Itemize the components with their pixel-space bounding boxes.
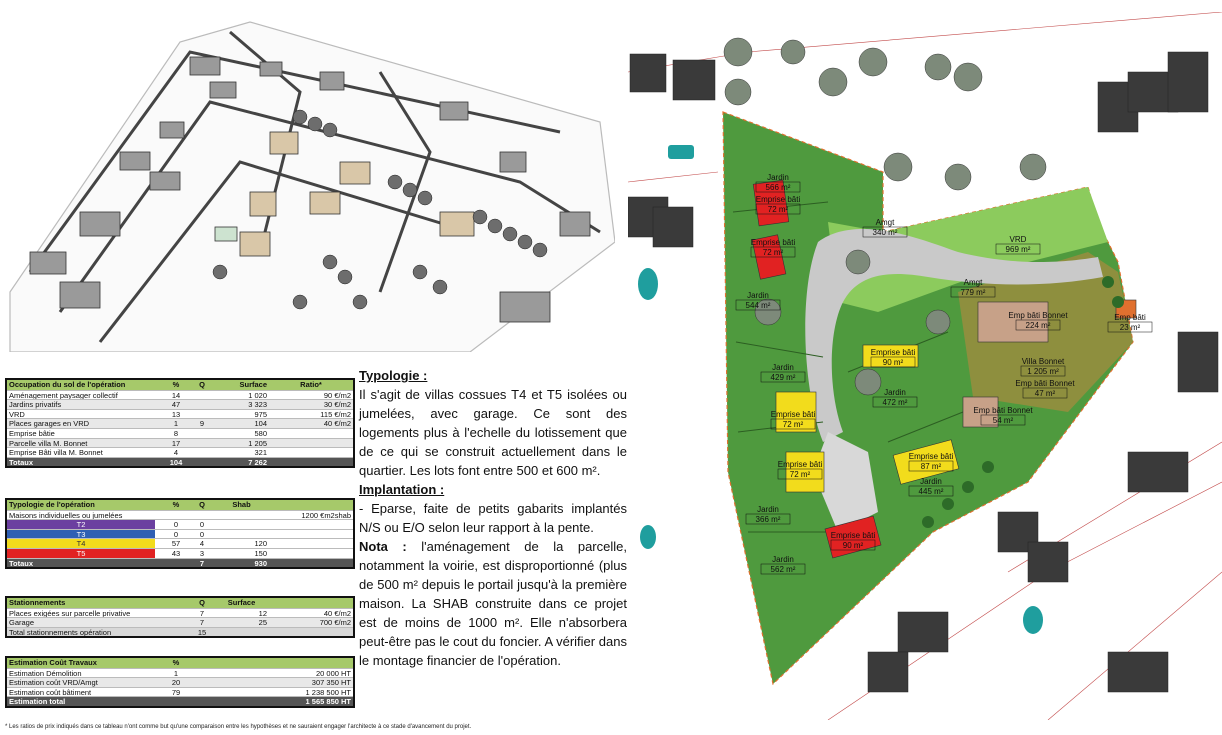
plan-label-text: 72 m² [767, 205, 789, 214]
footnote: * Les ratios de prix indiqués dans ce tableau n'ont comme but qu'une comparaison entre les hypothèses et ne sauraient engager l'architecte à ce stade d'avancement du projet. [5, 724, 472, 730]
plan-label-text: Emprise bâti [750, 238, 796, 247]
table-row: Estimation Démolition 1 20 000 HT [9, 668, 351, 678]
plan-label-text: Jardin [772, 363, 794, 372]
plan-label-text: Emprise bâti [870, 348, 916, 357]
plan-label-text: Emprise bâti [770, 410, 816, 419]
plan-label-text: 87 m² [920, 462, 942, 471]
plan-label-text: VRD [1009, 235, 1027, 244]
plan-label-text: Emprise bâti [830, 531, 876, 540]
plan-label-text: 72 m² [782, 420, 804, 429]
table-row: Maisons individuelles ou jumelées 1200 €m2shab [9, 510, 351, 520]
plan-label-text: 72 m² [762, 248, 784, 257]
heading-implantation: Implantation : [359, 482, 445, 497]
plan-label-text: 472 m² [882, 398, 908, 407]
occupation-table [5, 378, 355, 468]
plan-label-text: Emp bâti Bonnet [973, 406, 1033, 415]
plan-label-text: 224 m² [1025, 321, 1051, 330]
plan-label-text: Jardin [757, 505, 779, 514]
typologie-table [5, 498, 355, 569]
plan-label-text: 562 m² [770, 565, 796, 574]
nota-label: Nota : [359, 539, 407, 554]
plan-label-text: Emprise bâti [908, 452, 954, 461]
table-row: Places exigées sur parcelle privative 7 12 40 €/m2 [9, 608, 351, 618]
stationnement-table [5, 596, 355, 638]
table-total-row: Estimation total 1 565 850 HT [9, 697, 351, 706]
table-row: T3 0 0 [7, 529, 353, 539]
table-row: Estimation coût VRD/Amgt 20 307 350 HT [9, 678, 351, 687]
plan-label-text: Emprise bâti [755, 195, 801, 204]
table-total-row: Totaux 104 7 262 [7, 457, 353, 467]
heading-typologie: Typologie : [359, 368, 428, 383]
table-header: Stationnements Q Surface [7, 598, 353, 608]
plan-label-text: 340 m² [872, 228, 898, 237]
plan-label-text: 47 m² [1034, 389, 1056, 398]
plan-label-text: 779 m² [960, 288, 986, 297]
plan-label-text: 969 m² [1005, 245, 1031, 254]
plan-label-text: Emp bâti [1114, 313, 1146, 322]
plan-label-text: Emprise bâti [777, 460, 823, 469]
plan-label-text: 445 m² [918, 487, 944, 496]
table-total-row: Totaux 7 930 [7, 558, 353, 568]
table-header: Typologie de l'opération % Q Shab [7, 500, 353, 510]
table-row: Garage 7 25 700 €/m2 [9, 618, 351, 627]
plan-label-text: Amgt [963, 278, 983, 287]
plan-label-text: 54 m² [992, 416, 1014, 425]
table-row: Total stationnements opération 15 [7, 627, 353, 637]
color-swatch: T5 [7, 549, 162, 558]
plan-label-text: 429 m² [770, 373, 796, 382]
table-row: Emprise bâtie 8 580 [7, 428, 353, 438]
table-row: Places garages en VRD 1 9 104 40 €/m2 [9, 419, 351, 428]
description-text [359, 366, 627, 670]
table-row: Parcelle villa M. Bonnet 17 1 205 [7, 438, 353, 448]
table-row: T5 43 3 150 [7, 548, 353, 558]
plan-label-villa-bonnet [1021, 357, 1065, 376]
site-plan [628, 12, 1222, 720]
plan-label-text: 90 m² [882, 358, 904, 367]
plan-label-text: 544 m² [745, 301, 771, 310]
table-row: Aménagement paysager collectif 14 1 020 90 €/m2 [9, 390, 351, 400]
paragraph-typologie: Il s'agit de villas cossues T4 et T5 isolées ou jumelées, avec garage. Ce sont des logements plus à l'echelle du lotissement que de ce qui se construit actuellement dans le quartier. Les lots font entre 500 et 600 m². [359, 387, 627, 478]
plan-label-text: 90 m² [842, 541, 864, 550]
plan-label-text: Jardin [767, 173, 789, 182]
plan-label-text: Amgt [875, 218, 895, 227]
plan-label-text: 23 m² [1119, 323, 1141, 332]
paragraph-nota: l'aménagement de la parcelle, notamment la voirie, est disproportionné (plus de 500 m² depuis le portail jusqu'à la première maison. La SHAB construite dans ce projet est de moins de 1000 m². Elle n'absorbera peut-être pas le cout du foncier. A vérifier dans le montage financier de l'opération. [359, 539, 627, 668]
axonometric-view [0, 12, 615, 352]
plan-label-text: Emp bâti Bonnet [1008, 311, 1068, 320]
plan-label-text: 566 m² [765, 183, 791, 192]
plan-label-text: Jardin [772, 555, 794, 564]
table-row: Emprise Bâti villa M. Bonnet 4 321 [7, 447, 353, 457]
plan-label-text: 1 205 m² [1027, 367, 1059, 376]
table-header: Estimation Coût Travaux % [7, 658, 353, 668]
color-swatch: T3 [7, 530, 162, 539]
table-header: Occupation du sol de l'opération % Q Surface Ratio* [7, 380, 353, 390]
plan-label-text: Jardin [747, 291, 769, 300]
plan-label-text: 72 m² [789, 470, 811, 479]
plan-label-text: Jardin [884, 388, 906, 397]
color-swatch: T4 [7, 539, 162, 548]
table-row: Jardins privatifs 47 3 323 30 €/m2 [9, 400, 351, 409]
plan-label-text: Jardin [920, 477, 942, 486]
plan-label-text: 366 m² [755, 515, 781, 524]
table-row: VRD 13 975 115 €/m2 [9, 409, 351, 419]
plan-label-text: Villa Bonnet [1021, 357, 1065, 366]
table-row: Estimation coût bâtiment 79 1 238 500 HT [9, 687, 351, 697]
estimation-table [5, 656, 355, 708]
color-swatch: T2 [7, 520, 162, 529]
table-row: T2 0 0 [7, 519, 353, 529]
table-row: T4 57 4 120 [7, 538, 353, 548]
paragraph-implantation: - Eparse, faite de petits gabarits implantés N/S ou E/O selon leur rapport à la pente. [359, 501, 627, 535]
plan-label-text: Emp bâti Bonnet [1015, 379, 1075, 388]
